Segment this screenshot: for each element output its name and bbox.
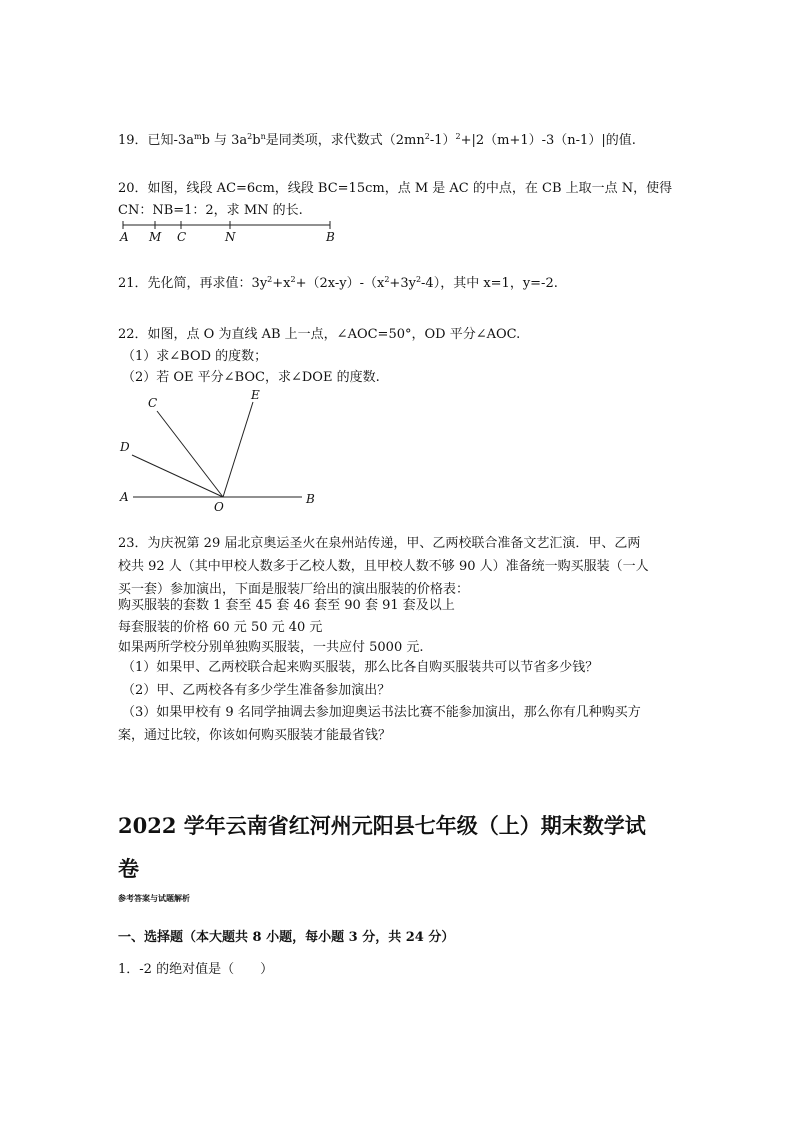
angle-diagram — [115, 385, 325, 515]
question-19: 19．已知$-3a^mb$ 与 $3a^2b^n$是同类项，求代数式$(2mn^2-1)^2+|2(m+1)-3(n-1)|$的值. — [118, 132, 636, 148]
answer-title: 2022 学年云南省红河州元阳县七年级（上）期末数学试 — [118, 813, 646, 838]
price-table-row-2: 每套服装的价格 60 元 50 元 40 元 — [118, 620, 323, 635]
label-c: C — [177, 230, 187, 244]
ray-oe — [223, 402, 253, 497]
answer-title-continued: 卷 — [118, 856, 139, 881]
ray-oc — [157, 411, 223, 497]
section-heading: 一、选择题（本大题共 8 小题，每小题 3 分，共 24 分） — [118, 930, 455, 945]
question-22-line-1: 22．如图，点 O 为直线 AB 上一点，∠AOC=50°，OD 平分∠AOC. — [118, 327, 521, 342]
question-1: 1．-2 的绝对值是（ ） — [118, 962, 274, 977]
question-23-part-3: （3）如果甲校有 9 名同学抽调去参加迎奥运书法比赛不能参加演出，那么你有几种购买方 — [122, 705, 641, 720]
question-20-line-2: CN：NB=1：2，求 MN 的长. — [118, 203, 303, 218]
label-c: C — [148, 396, 158, 410]
question-23-part-2: （2）甲、乙两校各有多少学生准备参加演出？ — [122, 683, 391, 698]
label-e: E — [251, 388, 260, 402]
label-a: A — [120, 230, 129, 244]
label-b: B — [306, 492, 315, 506]
label-a: A — [120, 490, 129, 504]
answer-subtitle: 参考答案与试题解析 — [118, 893, 190, 903]
question-21: 21．先化简，再求值：$3y^2+x^2+(2x-y)-(x^2+3y^2-4)$，其中 x=1，y=-2. — [118, 275, 558, 291]
label-o: O — [214, 500, 224, 514]
price-table-row-1: 购买服装的套数 1 套至 45 套 46 套至 90 套 91 套及以上 — [118, 598, 455, 613]
label-b: B — [326, 230, 335, 244]
question-22-part-1: （1）求∠BOD 的度数； — [122, 349, 268, 364]
question-23-line-1: 23．为庆祝第 29 届北京奥运圣火在泉州站传递，甲、乙两校联合准备文艺汇演．甲、乙两 — [118, 536, 641, 551]
segment-diagram — [115, 218, 345, 244]
question-23-line-3: 买一套）参加演出，下面是服装厂给出的演出服装的价格表： — [118, 582, 470, 597]
question-20-line-1: 20．如图，线段 AC=6cm，线段 BC=15cm，点 M 是 AC 的中点，在 CB 上取一点 N，使得 — [118, 181, 673, 196]
question-23-line-2: 校共 92 人（其中甲校人数多于乙校人数，且甲校人数不够 90 人）准备统一购买服装（一人 — [118, 559, 649, 574]
question-23-part-1: （1）如果甲、乙两校联合起来购买服装，那么比各自购买服装共可以节省多少钱？ — [122, 660, 599, 675]
question-22-part-2: （2）若 OE 平分∠BOC，求∠DOE 的度数. — [122, 370, 380, 385]
ray-od — [132, 455, 223, 497]
label-m: M — [149, 230, 162, 244]
question-23-line-6: 如果两所学校分别单独购买服装，一共应付 5000 元. — [118, 640, 424, 655]
question-23-line-10: 案，通过比较，你该如何购买服装才能最省钱？ — [118, 728, 392, 743]
label-n: N — [225, 230, 236, 244]
label-d: D — [120, 440, 130, 454]
